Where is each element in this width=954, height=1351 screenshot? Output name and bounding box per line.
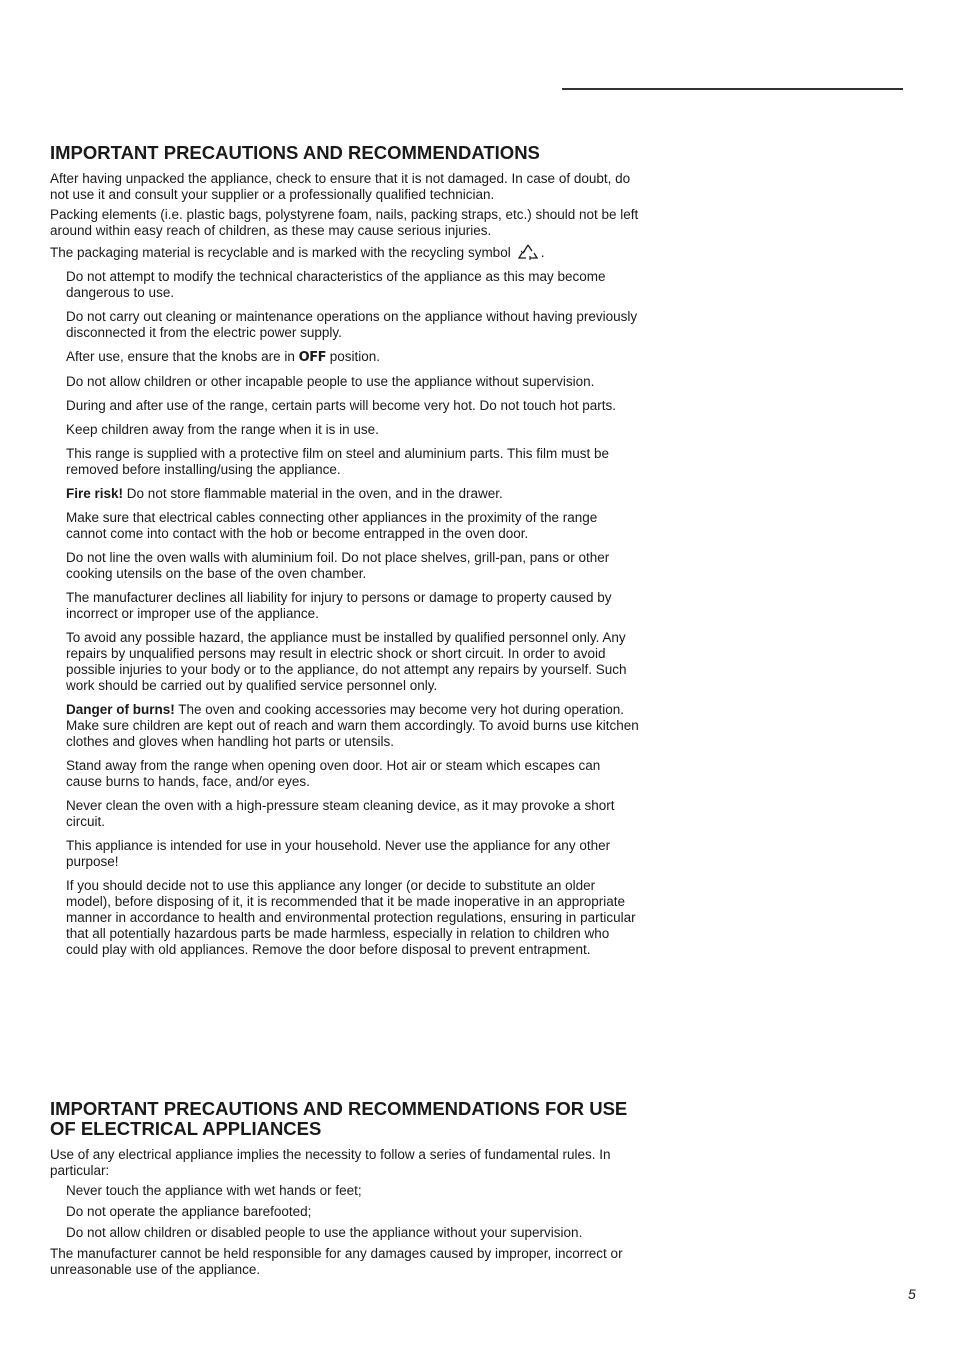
intro-paragraph: Use of any electrical appliance implies the necessity to follow a series of fundamental rules. In particular: — [50, 1147, 611, 1178]
recycle-paragraph — [50, 243, 640, 265]
recycle-end: . — [540, 245, 545, 260]
page-number: 5 — [908, 1286, 916, 1302]
list-item: This appliance is intended for use in your household. Never use the appliance for any other purpose! — [66, 838, 611, 869]
burns-label: Danger of burns! — [66, 702, 175, 717]
list-item: Do not allow children or other incapable people to use the appliance without supervision. — [66, 374, 595, 389]
intro-paragraphs — [50, 171, 640, 265]
list-item: This range is supplied with a protective film on steel and aluminium parts. This film must be removed before installing/using the appliance. — [66, 446, 609, 477]
electrical-rules-list — [50, 1183, 640, 1241]
fire-risk-label: Fire risk! — [66, 486, 124, 501]
section-electrical-precautions — [50, 1099, 640, 1278]
list-item: Make sure that electrical cables connecting other appliances in the proximity of the range cannot come into contact with the hob or become entrapped in the oven door. — [66, 510, 598, 541]
list-item: Do not carry out cleaning or maintenance operations on the appliance without having previously disconnected it from the electric power supply. — [66, 309, 638, 340]
list-item: Stand away from the range when opening oven door. Hot air or steam which escapes can cause burns to hands, face, and/or eyes. — [66, 758, 601, 789]
list-item: Do not attempt to modify the technical characteristics of the appliance as this may become dangerous to use. — [66, 269, 606, 300]
list-item: During and after use of the range, certain parts will become very hot. Do not touch hot parts. — [66, 398, 617, 413]
list-item: If you should decide not to use this appliance any longer (or decide to substitute an older model), before disposing of it, it is recommended that it be made inoperative in an appropriate manner in accordance to health and environmental protection regulations, ensuring in particular that all potentially hazardous parts be made harmless, especially in relation to children who could play with old appliances. Remove the door before disposal to prevent entrapment. — [66, 878, 636, 957]
liability-paragraph: The manufacturer cannot be held responsible for any damages caused by improper, incorrect or unreasonable use of the appliance. — [50, 1246, 623, 1277]
precautions-list — [50, 269, 640, 958]
section-general-precautions — [50, 143, 640, 966]
list-item: Do not allow children or disabled people to use the appliance without your supervision. — [66, 1225, 583, 1240]
intro-paragraph: Packing elements (i.e. plastic bags, polystyrene foam, nails, packing straps, etc.) should not be left around within easy reach of children, as these may cause serious injuries. — [50, 207, 639, 238]
burns-text: The oven and cooking accessories may become very hot during operation. Make sure children are kept out of reach and warn them accordingly. To avoid burns use kitchen clothes and gloves when handling hot parts or utensils. — [66, 702, 639, 749]
recycle-icon — [517, 243, 539, 265]
off-symbol: OFF — [298, 350, 326, 365]
list-item — [66, 702, 640, 750]
intro-paragraph: After having unpacked the appliance, check to ensure that it is not damaged. In case of doubt, do not use it and consult your supplier or a professionally qualified technician. — [50, 171, 631, 202]
section-title: IMPORTANT PRECAUTIONS AND RECOMMENDATIONS FOR USE OF ELECTRICAL APPLIANCES — [50, 1098, 628, 1139]
list-item: Keep children away from the range when it is in use. — [66, 422, 379, 437]
list-item: The manufacturer declines all liability for injury to persons or damage to property caused by incorrect or improper use of the appliance. — [66, 590, 612, 621]
list-item: Do not line the oven walls with aluminium foil. Do not place shelves, grill-pan, pans or other cooking utensils on the base of the oven chamber. — [66, 550, 610, 581]
list-item: Never clean the oven with a high-pressure steam cleaning device, as it may provoke a short circuit. — [66, 798, 615, 829]
recycle-text: The packaging material is recyclable and is marked with the recycling symbol — [50, 245, 511, 260]
list-item — [66, 349, 640, 366]
fire-risk-text: Do not store flammable material in the oven, and in the drawer. — [126, 486, 503, 501]
header-rule — [562, 88, 903, 90]
section-title: IMPORTANT PRECAUTIONS AND RECOMMENDATIONS — [50, 142, 540, 163]
list-item — [66, 486, 640, 502]
list-item: Never touch the appliance with wet hands or feet; — [66, 1183, 362, 1198]
knobs-text-end: position. — [329, 349, 381, 364]
list-item: To avoid any possible hazard, the appliance must be installed by qualified personnel only. Any repairs by unqualified persons may result in electric shock or short circuit. In order to avoid possible injuries to your body or to the appliance, do not attempt any repairs by yourself. Such work should be carried out by qualified service personnel only. — [66, 630, 627, 693]
list-item: Do not operate the appliance barefooted; — [66, 1204, 312, 1219]
knobs-text: After use, ensure that the knobs are in — [66, 349, 295, 364]
